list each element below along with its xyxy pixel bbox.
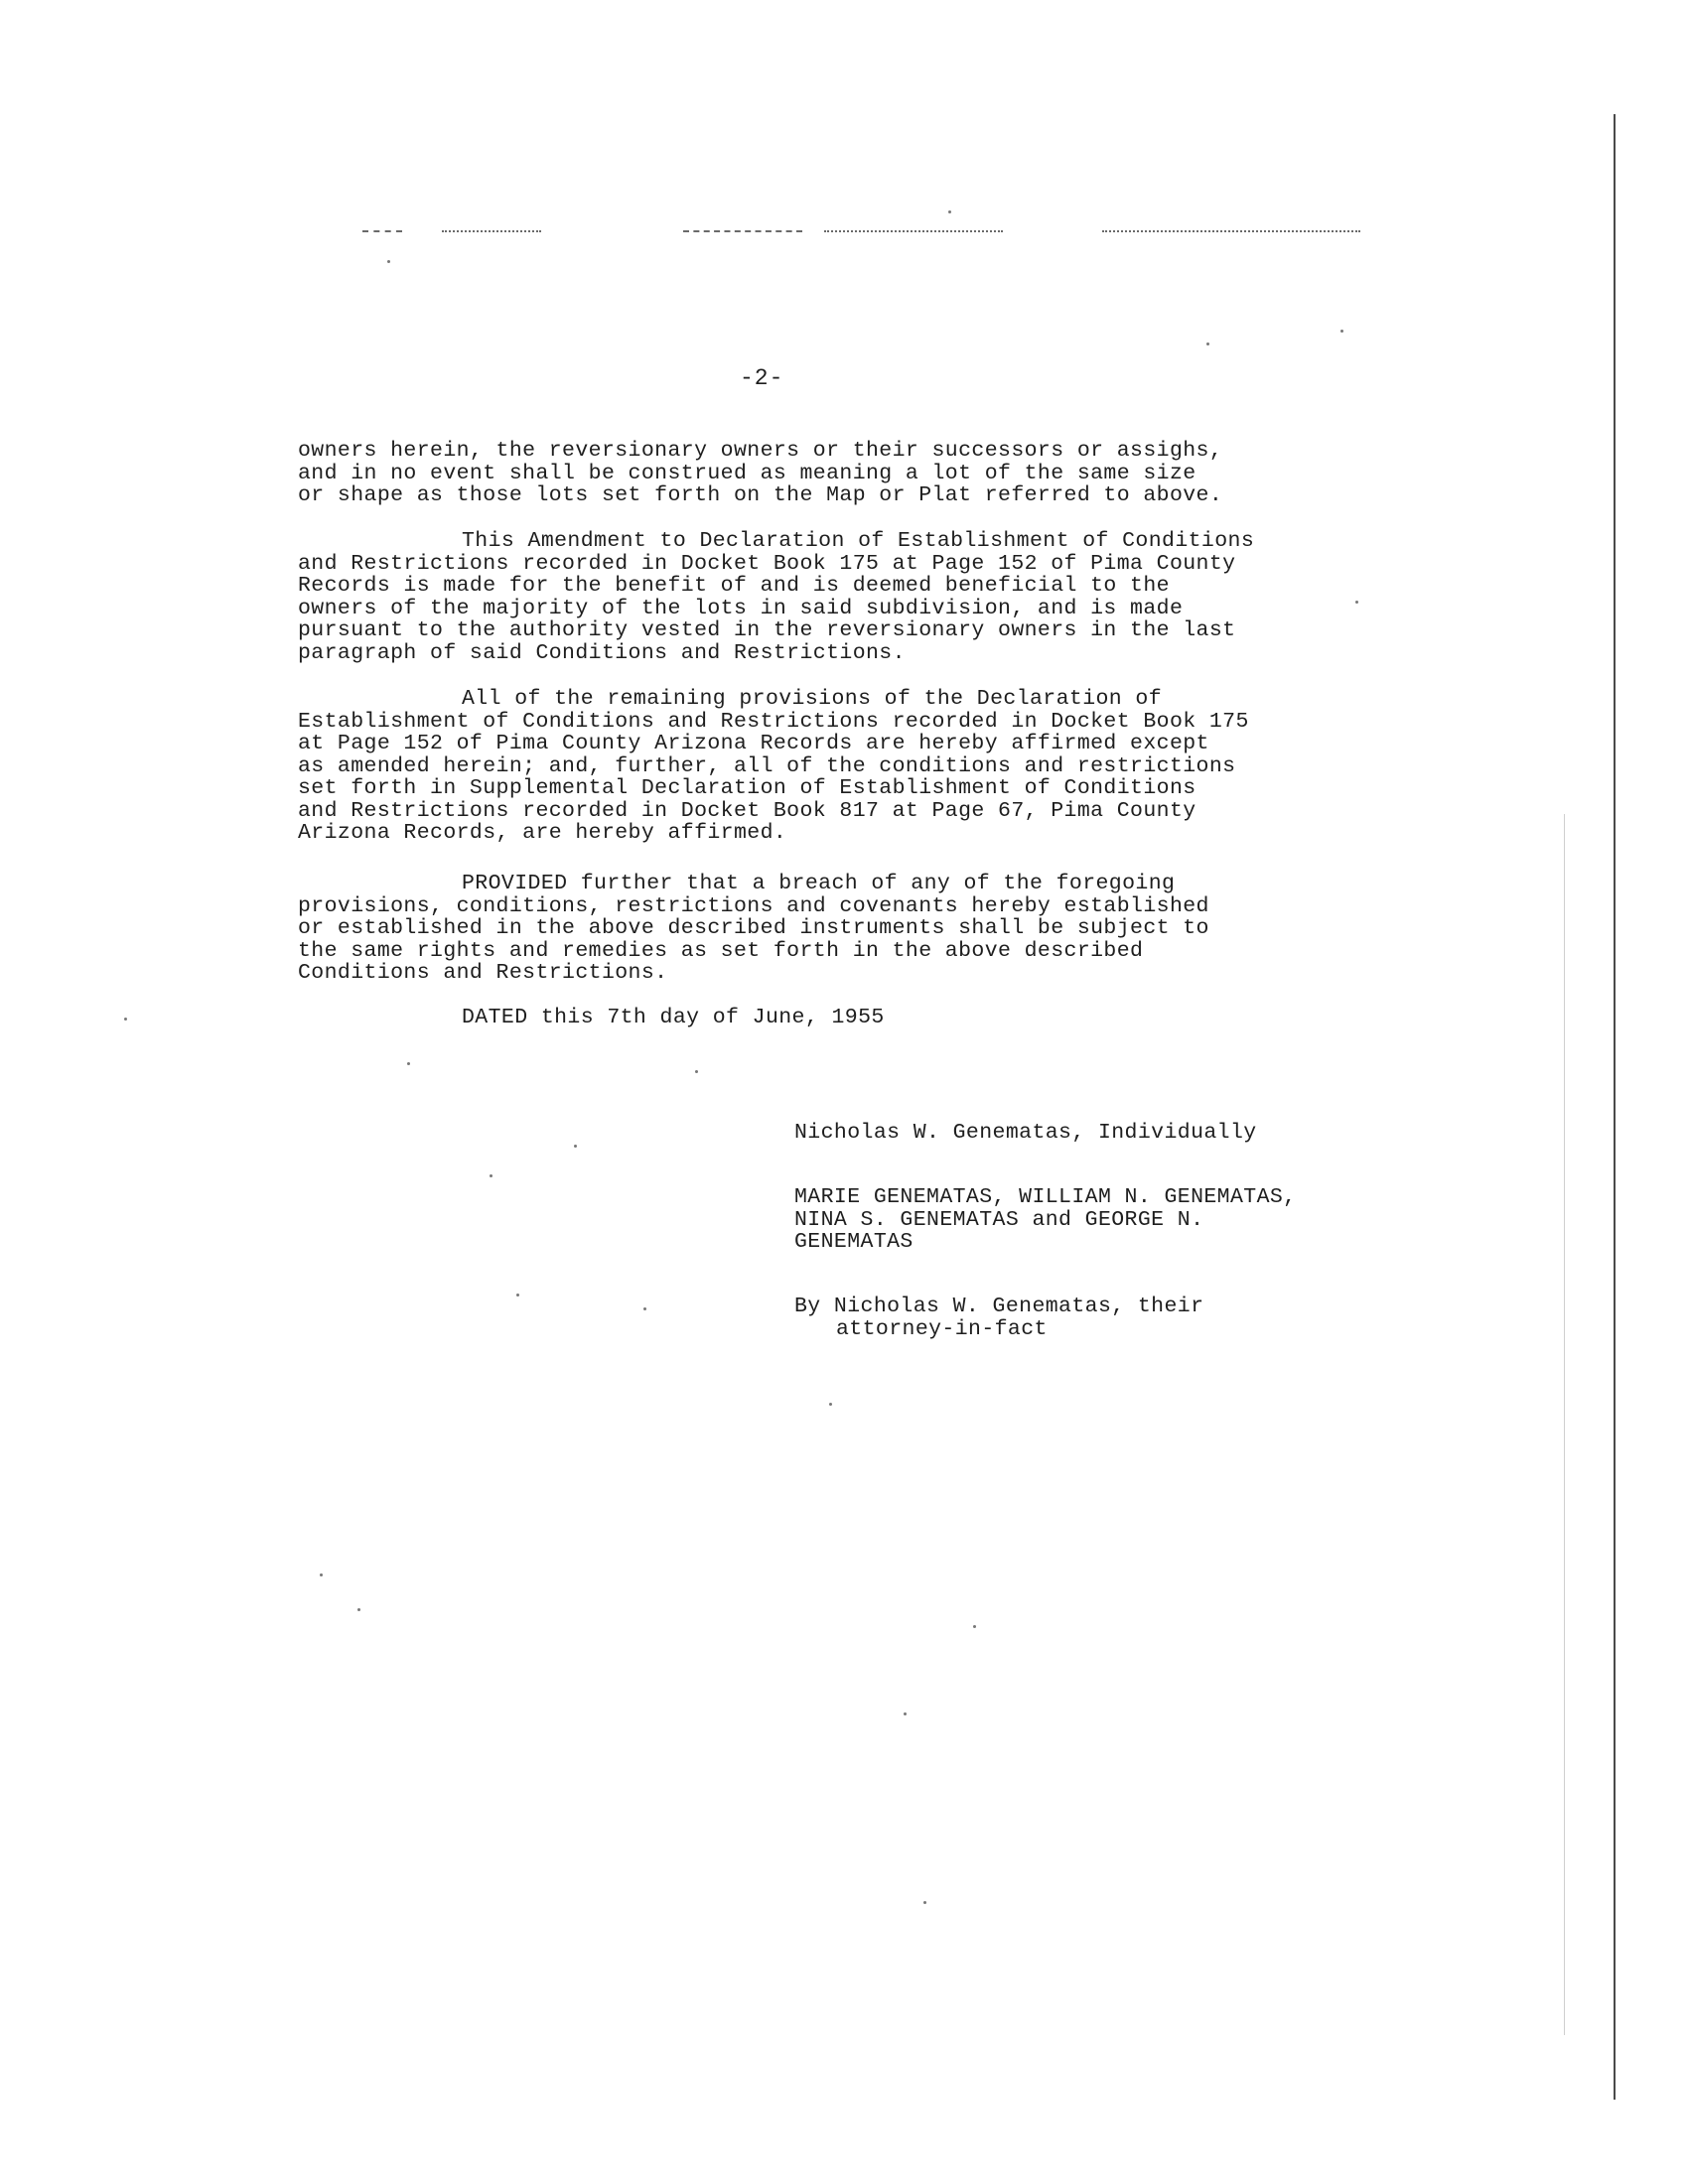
- text-line: Establishment of Conditions and Restrictions recorded in Docket Book 175: [298, 709, 1249, 734]
- scan-speck: [574, 1145, 577, 1148]
- text-line: Conditions and Restrictions.: [298, 961, 668, 985]
- text-line: GENEMATAS: [794, 1230, 914, 1254]
- scan-speck: [1355, 601, 1358, 604]
- scan-speck: [1340, 330, 1343, 333]
- text-line: owners of the majority of the lots in said subdivision, and is made: [298, 596, 1184, 620]
- text-line: paragraph of said Conditions and Restrictions.: [298, 640, 906, 665]
- scan-artifact-rule: [1102, 230, 1360, 232]
- text-line: set forth in Supplemental Declaration of Establishment of Conditions: [298, 776, 1196, 800]
- page-number: -2-: [740, 365, 784, 391]
- scan-speck: [904, 1712, 907, 1715]
- scan-speck: [829, 1403, 832, 1406]
- text-line: Records is made for the benefit of and is deemed beneficial to the: [298, 574, 1170, 598]
- text-line: or established in the above described instruments shall be subject to: [298, 916, 1209, 940]
- text-line: All of the remaining provisions of the Declaration of: [462, 687, 1163, 711]
- text-line: and Restrictions recorded in Docket Book 175 at Page 152 of Pima County: [298, 551, 1236, 576]
- scan-speck: [407, 1062, 410, 1065]
- scan-speck: [490, 1174, 492, 1177]
- text-line: This Amendment to Declaration of Establishment of Conditions: [462, 529, 1255, 553]
- scan-speck: [320, 1573, 323, 1576]
- signature-by-attorney: [794, 1296, 1203, 1340]
- text-line: and Restrictions recorded in Docket Book 817 at Page 67, Pima County: [298, 798, 1196, 823]
- scan-speck: [643, 1307, 646, 1310]
- scan-speck: [387, 260, 390, 263]
- text-line: By Nicholas W. Genematas, their: [794, 1295, 1204, 1318]
- scan-artifact-rule: [442, 230, 541, 232]
- text-line: attorney-in-fact: [836, 1316, 1048, 1341]
- signature-parties: [794, 1186, 1296, 1254]
- text-line: NINA S. GENEMATAS and GEORGE N.: [794, 1207, 1204, 1232]
- scan-speck: [948, 210, 951, 213]
- text-line: the same rights and remedies as set forth in the above described: [298, 938, 1144, 963]
- text-line: provisions, conditions, restrictions and covenants hereby established: [298, 893, 1209, 918]
- text-line: as amended herein; and, further, all of the conditions and restrictions: [298, 753, 1236, 778]
- scan-artifact-rule: [683, 230, 802, 232]
- scan-speck: [973, 1625, 976, 1628]
- text-line: and in no event shall be construed as meaning a lot of the same size: [298, 461, 1196, 485]
- scan-edge-line: [1614, 114, 1616, 2100]
- paragraph-remaining-provisions: [298, 688, 1249, 845]
- text-line: at Page 152 of Pima County Arizona Records are hereby affirmed except: [298, 732, 1209, 755]
- text-line: PROVIDED further that a breach of any of the foregoing: [462, 872, 1176, 895]
- scan-edge-line: [1564, 814, 1565, 2035]
- paragraph-continuation: [298, 440, 1222, 507]
- signature-individual: Nicholas W. Genematas, Individually: [794, 1121, 1257, 1145]
- scan-speck: [124, 1018, 127, 1021]
- paragraph-amendment: [298, 530, 1254, 664]
- scan-artifact-rule: [362, 230, 402, 232]
- text-line: MARIE GENEMATAS, WILLIAM N. GENEMATAS,: [794, 1185, 1297, 1209]
- scan-speck: [357, 1608, 360, 1611]
- text-line: pursuant to the authority vested in the reversionary owners in the last: [298, 618, 1236, 642]
- text-line: Arizona Records, are hereby affirmed.: [298, 821, 787, 845]
- text-line: owners herein, the reversionary owners or their successors or assighs,: [298, 439, 1223, 463]
- scan-speck: [1206, 342, 1209, 345]
- paragraph-provided: [298, 873, 1209, 985]
- dated-line: DATED this 7th day of June, 1955: [462, 1006, 885, 1029]
- scan-speck: [695, 1070, 698, 1073]
- scan-speck: [516, 1294, 519, 1297]
- text-line: or shape as those lots set forth on the Map or Plat referred to above.: [298, 483, 1223, 507]
- scan-speck: [923, 1901, 926, 1904]
- scan-artifact-rule: [824, 230, 1003, 232]
